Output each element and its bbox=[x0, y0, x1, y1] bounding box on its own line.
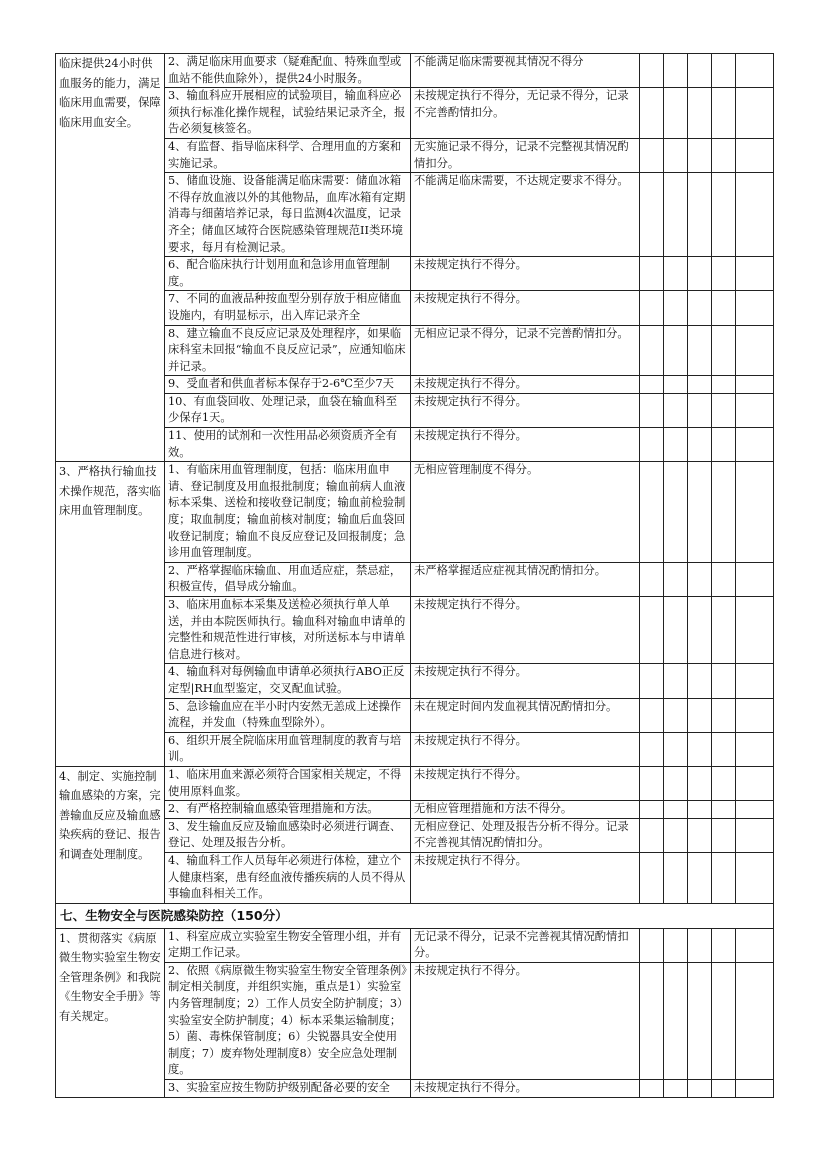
score-cell bbox=[688, 818, 712, 852]
score-cell bbox=[664, 597, 688, 664]
score-cell bbox=[688, 257, 712, 291]
score-cell bbox=[688, 428, 712, 462]
requirement-cell: 9、受血者和供血者标本保存于2-6℃至少7天 bbox=[165, 376, 411, 394]
score-cell bbox=[640, 462, 664, 563]
score-cell bbox=[736, 54, 774, 88]
score-cell bbox=[688, 766, 712, 800]
scoring-rule-cell: 未按规定执行不得分。 bbox=[411, 766, 640, 800]
requirement-cell: 3、输血科应开展相应的试验项目，输血科应必须执行标准化操作规程，试验结果记录齐全，报告必须复核签名。 bbox=[165, 88, 411, 139]
requirement-cell: 4、输血科工作人员每年必须进行体检，建立个人健康档案，患有经血液传播疾病的人员不得从事输血科相关工作。 bbox=[165, 852, 411, 903]
score-cell bbox=[712, 962, 736, 1079]
requirement-cell: 5、急诊输血应在半小时内安然无恙成上述操作流程，并发血（特殊血型除外）。 bbox=[165, 698, 411, 732]
score-cell bbox=[712, 562, 736, 596]
score-cell bbox=[688, 54, 712, 88]
score-cell bbox=[712, 257, 736, 291]
score-cell bbox=[736, 664, 774, 698]
score-cell bbox=[664, 698, 688, 732]
category-cell: 1、贯彻落实《病原微生物实验室生物安全管理条例》和我院《生物安全手册》等有关规定。 bbox=[56, 928, 165, 1097]
score-cell bbox=[664, 818, 688, 852]
score-cell bbox=[640, 138, 664, 172]
score-cell bbox=[640, 818, 664, 852]
score-cell bbox=[640, 698, 664, 732]
score-cell bbox=[712, 138, 736, 172]
score-cell bbox=[664, 664, 688, 698]
score-cell bbox=[736, 698, 774, 732]
requirement-cell: 4、有监督、指导临床科学、合理用血的方案和实施记录。 bbox=[165, 138, 411, 172]
score-cell bbox=[712, 597, 736, 664]
score-cell bbox=[712, 664, 736, 698]
score-cell bbox=[664, 428, 688, 462]
score-cell bbox=[736, 766, 774, 800]
scoring-rule-cell: 无相应记录不得分，记录不完善酌情扣分。 bbox=[411, 325, 640, 376]
score-cell bbox=[712, 852, 736, 903]
score-cell bbox=[640, 732, 664, 766]
score-cell bbox=[640, 664, 664, 698]
score-cell bbox=[736, 325, 774, 376]
score-cell bbox=[688, 138, 712, 172]
score-cell bbox=[736, 257, 774, 291]
score-cell bbox=[688, 597, 712, 664]
score-cell bbox=[640, 54, 664, 88]
scoring-rule-cell: 未按规定执行不得分。 bbox=[411, 732, 640, 766]
requirement-cell: 5、储血设施、设备能满足临床需要：储血冰箱不得存放血液以外的其他物品，血库冰箱有定期消毒与细菌培养记录，每日监测4次温度，记录齐全；储血区域符合医院感染管理规范II类环境要求，每月有检测记录。 bbox=[165, 173, 411, 257]
requirement-cell: 6、组织开展全院临床用血管理制度的教育与培训。 bbox=[165, 732, 411, 766]
score-cell bbox=[712, 88, 736, 139]
score-cell bbox=[664, 732, 688, 766]
scoring-rule-cell: 无相应登记、处理及报告分析不得分。记录不完善视其情况酌情扣分。 bbox=[411, 818, 640, 852]
requirement-cell: 1、科室应成立实验室生物安全管理小组，并有定期工作记录。 bbox=[165, 928, 411, 962]
score-cell bbox=[664, 962, 688, 1079]
score-cell bbox=[712, 928, 736, 962]
score-cell bbox=[736, 462, 774, 563]
scoring-rule-cell: 未按规定执行不得分。 bbox=[411, 257, 640, 291]
requirement-cell: 3、发生输血反应及输血感染时必须进行调查、登记、处理及报告分析。 bbox=[165, 818, 411, 852]
score-cell bbox=[640, 325, 664, 376]
score-cell bbox=[712, 818, 736, 852]
scoring-rule-cell: 未按规定执行不得分，无记录不得分，记录不完善酌情扣分。 bbox=[411, 88, 640, 139]
scoring-rule-cell: 未按规定执行不得分。 bbox=[411, 597, 640, 664]
scoring-rule-cell: 未按规定执行不得分。 bbox=[411, 428, 640, 462]
section-row bbox=[56, 903, 774, 928]
requirement-cell: 3、临床用血标本采集及送检必须执行单人单送，并由本院医师执行。输血科对输血申请单的完整性和规范性进行审核，对所送标本与申请单信息进行核对。 bbox=[165, 597, 411, 664]
score-cell bbox=[640, 376, 664, 394]
score-cell bbox=[688, 173, 712, 257]
score-cell bbox=[664, 852, 688, 903]
score-cell bbox=[640, 428, 664, 462]
category-cell: 4、制定、实施控制输血感染的方案，完善输血反应及输血感染疾病的登记、报告和调查处理制度。 bbox=[56, 766, 165, 903]
score-cell bbox=[640, 393, 664, 427]
score-cell bbox=[688, 393, 712, 427]
scoring-rule-cell: 无记录不得分，记录不完善视其情况酌情扣分。 bbox=[411, 928, 640, 962]
requirement-cell: 7、不同的血液品种按血型分别存放于相应储血设施内，有明显标示，出入库记录齐全 bbox=[165, 291, 411, 325]
score-cell bbox=[640, 597, 664, 664]
score-cell bbox=[664, 376, 688, 394]
scoring-rule-cell: 未按规定执行不得分。 bbox=[411, 962, 640, 1079]
requirement-cell: 2、依照《病原微生物实验室生物安全管理条例》制定相关制度，并组织实施，重点是1）实验室内务管理制度；2）工作人员安全防护制度；3）实验室安全防护制度；4）标本采集运输制度；5）菌、毒株保管制度；6）尖锐器具安全使用制度；7）废弃物处理制度8）安全应急处理制度。 bbox=[165, 962, 411, 1079]
table-row bbox=[56, 462, 774, 563]
score-cell bbox=[736, 818, 774, 852]
score-cell bbox=[712, 462, 736, 563]
score-cell bbox=[640, 801, 664, 819]
score-cell bbox=[736, 962, 774, 1079]
score-cell bbox=[640, 257, 664, 291]
score-cell bbox=[664, 766, 688, 800]
score-cell bbox=[736, 852, 774, 903]
score-cell bbox=[664, 291, 688, 325]
score-cell bbox=[664, 257, 688, 291]
score-cell bbox=[664, 1080, 688, 1098]
score-cell bbox=[664, 173, 688, 257]
score-cell bbox=[736, 928, 774, 962]
table-row bbox=[56, 928, 774, 962]
requirement-cell: 1、临床用血来源必须符合国家相关规定，不得使用原料血浆。 bbox=[165, 766, 411, 800]
score-cell bbox=[640, 88, 664, 139]
score-cell bbox=[664, 88, 688, 139]
score-cell bbox=[736, 376, 774, 394]
score-cell bbox=[640, 962, 664, 1079]
requirement-cell: 2、有严格控制输血感染管理措施和方法。 bbox=[165, 801, 411, 819]
score-cell bbox=[736, 138, 774, 172]
score-cell bbox=[712, 54, 736, 88]
score-cell bbox=[688, 325, 712, 376]
score-cell bbox=[688, 1080, 712, 1098]
scoring-rule-cell: 无相应管理措施和方法不得分。 bbox=[411, 801, 640, 819]
score-cell bbox=[640, 766, 664, 800]
score-cell bbox=[664, 801, 688, 819]
score-cell bbox=[736, 732, 774, 766]
scoring-rule-cell: 无相应管理制度不得分。 bbox=[411, 462, 640, 563]
scoring-rule-cell: 未严格掌握适应症视其情况酌情扣分。 bbox=[411, 562, 640, 596]
requirement-cell: 3、实验室应按生物防护级别配备必要的安全 bbox=[165, 1080, 411, 1098]
score-cell bbox=[736, 291, 774, 325]
score-cell bbox=[640, 852, 664, 903]
score-cell bbox=[664, 462, 688, 563]
score-cell bbox=[688, 732, 712, 766]
requirement-cell: 11、使用的试剂和一次性用品必须资质齐全有效。 bbox=[165, 428, 411, 462]
score-cell bbox=[664, 54, 688, 88]
score-cell bbox=[712, 766, 736, 800]
score-cell bbox=[640, 1080, 664, 1098]
score-cell bbox=[712, 376, 736, 394]
score-cell bbox=[712, 698, 736, 732]
score-cell bbox=[640, 291, 664, 325]
requirement-cell: 2、严格掌握临床输血、用血适应症，禁忌症，积极宣传，倡导成分输血。 bbox=[165, 562, 411, 596]
score-cell bbox=[640, 928, 664, 962]
table-row bbox=[56, 54, 774, 88]
scoring-rule-cell: 未按规定执行不得分。 bbox=[411, 1080, 640, 1098]
scoring-rule-cell: 无实施记录不得分，记录不完整视其情况酌情扣分。 bbox=[411, 138, 640, 172]
score-cell bbox=[688, 664, 712, 698]
scoring-rule-cell: 不能满足临床需要视其情况不得分 bbox=[411, 54, 640, 88]
scoring-rule-cell: 未按规定执行不得分。 bbox=[411, 376, 640, 394]
scoring-rule-cell: 不能满足临床需要，不达规定要求不得分。 bbox=[411, 173, 640, 257]
scoring-rule-cell: 未按规定执行不得分。 bbox=[411, 291, 640, 325]
score-cell bbox=[712, 325, 736, 376]
score-cell bbox=[736, 801, 774, 819]
scoring-rule-cell: 未在规定时间内发血视其情况酌情扣分。 bbox=[411, 698, 640, 732]
score-cell bbox=[640, 562, 664, 596]
category-cell: 临床提供24小时供血服务的能力，满足临床用血需要，保障临床用血安全。 bbox=[56, 54, 165, 462]
score-cell bbox=[736, 428, 774, 462]
requirement-cell: 10、有血袋回收、处理记录，血袋在输血科至少保存1天。 bbox=[165, 393, 411, 427]
score-cell bbox=[688, 562, 712, 596]
score-cell bbox=[712, 173, 736, 257]
score-cell bbox=[664, 928, 688, 962]
scoring-table bbox=[55, 53, 774, 1098]
score-cell bbox=[688, 291, 712, 325]
score-cell bbox=[736, 1080, 774, 1098]
score-cell bbox=[688, 852, 712, 903]
score-cell bbox=[640, 173, 664, 257]
score-cell bbox=[736, 88, 774, 139]
requirement-cell: 4、输血科对每例输血申请单必须执行ABO正反定型|RH血型鉴定，交叉配血试验。 bbox=[165, 664, 411, 698]
score-cell bbox=[736, 562, 774, 596]
score-cell bbox=[736, 597, 774, 664]
table-row bbox=[56, 766, 774, 800]
score-cell bbox=[688, 462, 712, 563]
requirement-cell: 8、建立输血不良反应记录及处理程序，如果临床科室未回报“输血不良反应记录”，应通知临床并记录。 bbox=[165, 325, 411, 376]
score-cell bbox=[736, 173, 774, 257]
score-cell bbox=[736, 393, 774, 427]
score-cell bbox=[688, 88, 712, 139]
scoring-rule-cell: 未按规定执行不得分。 bbox=[411, 664, 640, 698]
score-cell bbox=[688, 962, 712, 1079]
score-cell bbox=[664, 562, 688, 596]
requirement-cell: 1、有临床用血管理制度，包括：临床用血申请、登记制度及用血报批制度；输血前病人血液标本采集、送检和接收登记制度；输血前检验制度；取血制度；输血前核对制度；输血后血袋回收登记制度；输血不良反应登记及回报制度；急诊用血管理制度。 bbox=[165, 462, 411, 563]
score-cell bbox=[688, 698, 712, 732]
category-cell: 3、严格执行输血技术操作规范，落实临床用血管理制度。 bbox=[56, 462, 165, 767]
score-cell bbox=[712, 732, 736, 766]
requirement-cell: 2、满足临床用血要求（疑难配血、特殊血型或血站不能供血除外），提供24小时服务。 bbox=[165, 54, 411, 88]
score-cell bbox=[712, 801, 736, 819]
score-cell bbox=[688, 376, 712, 394]
score-cell bbox=[712, 291, 736, 325]
score-cell bbox=[688, 801, 712, 819]
requirement-cell: 6、配合临床执行计划用血和急诊用血管理制度。 bbox=[165, 257, 411, 291]
score-cell bbox=[664, 138, 688, 172]
section-title: 七、生物安全与医院感染防控（150分） bbox=[56, 903, 774, 928]
score-cell bbox=[712, 428, 736, 462]
score-cell bbox=[664, 325, 688, 376]
score-cell bbox=[712, 393, 736, 427]
score-cell bbox=[664, 393, 688, 427]
scoring-rule-cell: 未按规定执行不得分。 bbox=[411, 393, 640, 427]
score-cell bbox=[712, 1080, 736, 1098]
scoring-rule-cell: 未按规定执行不得分。 bbox=[411, 852, 640, 903]
score-cell bbox=[688, 928, 712, 962]
